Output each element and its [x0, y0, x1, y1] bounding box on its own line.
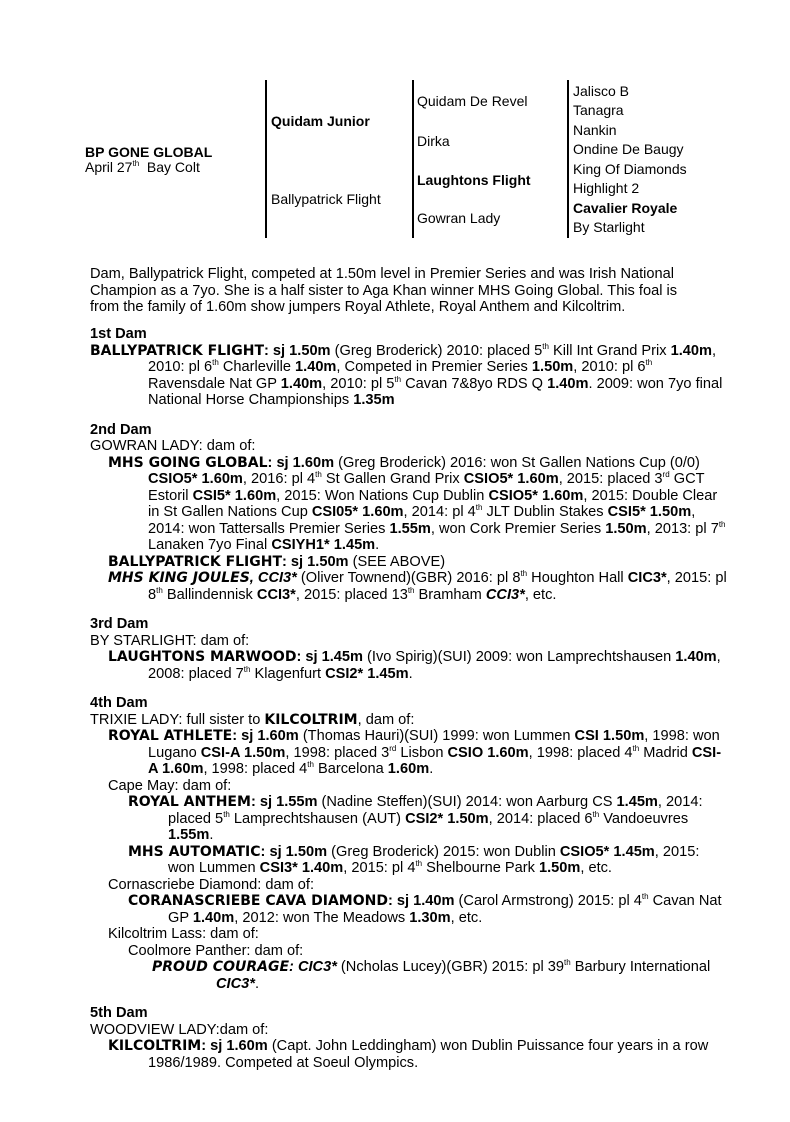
kilcoltrim-entry: KILCOLTRIM: sj 1.60m (Capt. John Leddingham) won Dublin Puissance four years in a row 1986/1989. Competed at Soeul Olympics. — [108, 1038, 709, 1071]
ballypatrick-flight-entry: BALLYPATRICK FLIGHT: sj 1.50m (SEE ABOVE) — [108, 553, 446, 570]
coolmore-panther-line: Coolmore Panther: dam of: — [128, 942, 304, 959]
pedigree-divider-1 — [265, 80, 267, 238]
royal-athlete-entry: ROYAL ATHLETE: sj 1.60m (Thomas Hauri)(SUI) 1999: won Lummen CSI 1.50m, 1998: won Lugano CSI-A 1.50m, 1998: placed 3rd Lisbon CSIO 1.60m, 1998: placed 4th Madrid CSI-A 1.60m, 1998: placed 4th Barcelona 1.60m. — [108, 728, 722, 777]
gen3-2: Tanagra — [573, 102, 624, 118]
gen3-3: Nankin — [573, 122, 617, 138]
intro-paragraph: Dam, Ballypatrick Flight, competed at 1.50m level in Premier Series and was Irish National Champion as a 7yo. She is a half sister to Aga Khan winner MHS Going Global. This foal is from the family of 1.60m show jumpers Royal Athlete, Royal Anthem and Kilcoltrim. — [90, 266, 678, 315]
gen3-5: King Of Diamonds — [573, 161, 687, 177]
fifth-dam-section — [90, 1005, 730, 1071]
horse-name: BP GONE GLOBAL — [85, 144, 213, 160]
fourth-dam-heading: 4th Dam — [90, 695, 148, 711]
fifth-dam-heading: 5th Dam — [90, 1005, 148, 1021]
fourth-dam-section — [90, 695, 730, 992]
second-dam-section — [90, 422, 730, 604]
cava-diamond-entry: CORANASCRIEBE CAVA DIAMOND: sj 1.40m (Carol Armstrong) 2015: pl 4th Cavan Nat GP 1.40m, 2012: won The Meadows 1.30m, etc. — [128, 892, 722, 926]
second-dam-heading: 2nd Dam — [90, 421, 152, 438]
first-dam-entry: BALLYPATRICK FLIGHT: sj 1.50m (Greg Broderick) 2010: placed 5th Kill Int Grand Prix 1.40m, 2010: pl 6th Charleville 1.40m, Competed in Premier Series 1.50m, 2010: pl 6th Ravensdale Nat GP 1.40m, 2010: pl 5th Cavan 7&8yo RDS Q 1.40m. 2009: won 7yo final National Horse Championships 1.35m — [90, 341, 723, 408]
fourth-dam-intro: TRIXIE LADY: full sister to KILCOLTRIM, dam of: — [90, 711, 415, 728]
mhs-going-global-entry: MHS GOING GLOBAL: sj 1.60m (Greg Broderick) 2016: won St Gallen Nations Cup (0/0) CSIO5* 1.60m, 2016: pl 4th St Gallen Grand Prix CSIO5* 1.60m, 2015: placed 3rd GCT Estoril CSI5* 1.60m, 2015: Won Nations Cup Dublin CSIO5* 1.60m, 2015: Double Clear in St Gallen Nations Cup CSI05* 1.60m, 2014: pl 4th JLT Dublin Stakes CSI5* 1.50m, 2014: won Tattersalls Premier Series 1.55m, won Cork Premier Series 1.50m, 2013: pl 7th Lanaken 7yo Final CSIYH1* 1.45m. — [108, 454, 726, 553]
birth-info: April 27th Bay Colt — [85, 159, 200, 175]
second-dam-intro: GOWRAN LADY: dam of: — [90, 438, 256, 454]
kilcoltrim-lass-line: Kilcoltrim Lass: dam of: — [108, 926, 259, 942]
granddam-sire: Dirka — [417, 133, 450, 149]
laughtons-marwood-entry: LAUGHTONS MARWOOD: sj 1.45m (Ivo Spirig)(SUI) 2009: won Lamprechtshausen 1.40m, 2008: placed 7th Klagenfurt CSI2* 1.45m. — [108, 649, 721, 682]
grandsire-dam: Laughtons Flight — [417, 172, 531, 188]
first-dam-section — [90, 326, 730, 409]
gen3-6: Highlight 2 — [573, 180, 640, 196]
fifth-dam-intro: WOODVIEW LADY:dam of: — [90, 1021, 269, 1038]
cornascriebe-line: Cornascriebe Diamond: dam of: — [108, 876, 315, 893]
gen3-8: By Starlight — [573, 219, 645, 235]
granddam-dam: Gowran Lady — [417, 210, 501, 226]
third-dam-heading: 3rd Dam — [90, 616, 149, 632]
gen3-7: Cavalier Royale — [573, 200, 678, 216]
first-dam-heading: 1st Dam — [90, 326, 147, 342]
grandsire-sire: Quidam De Revel — [417, 93, 528, 109]
pedigree-divider-2 — [412, 80, 414, 238]
dam: Ballypatrick Flight — [271, 191, 381, 207]
royal-anthem-entry: ROYAL ANTHEM: sj 1.55m (Nadine Steffen)(SUI) 2014: won Aarburg CS 1.45m, 2014: placed 5th Lamprechtshausen (AUT) CSI2* 1.50m, 2014: placed 6th Vandoeuvres 1.55m. — [128, 794, 703, 843]
gen3-1: Jalisco B — [573, 83, 630, 99]
proud-courage-entry: PROUD COURAGE: CIC3* (Ncholas Lucey)(GBR) 2015: pl 39th Barbury International CIC3*. — [152, 958, 711, 992]
mhs-automatic-entry: MHS AUTOMATIC: sj 1.50m (Greg Broderick) 2015: won Dublin CSIO5* 1.45m, 2015: won Lummen CSI3* 1.40m, 2015: pl 4th Shelbourne Park 1.50m, etc. — [128, 843, 700, 876]
cape-may-line: Cape May: dam of: — [108, 777, 232, 794]
pedigree-divider-3 — [567, 80, 569, 238]
gen3-4: Ondine De Baugy — [573, 141, 684, 157]
third-dam-intro: BY STARLIGHT: dam of: — [90, 632, 250, 649]
family-sections — [90, 326, 730, 1071]
mhs-king-joules-entry: MHS KING JOULES, CCI3* (Oliver Townend)(GBR) 2016: pl 8th Houghton Hall CIC3*, 2015: pl 8th Ballindennisk CCI3*, 2015: placed 13th Bramham CCI3*, etc. — [108, 569, 727, 603]
third-dam-section — [90, 616, 730, 682]
sire: Quidam Junior — [271, 113, 370, 129]
